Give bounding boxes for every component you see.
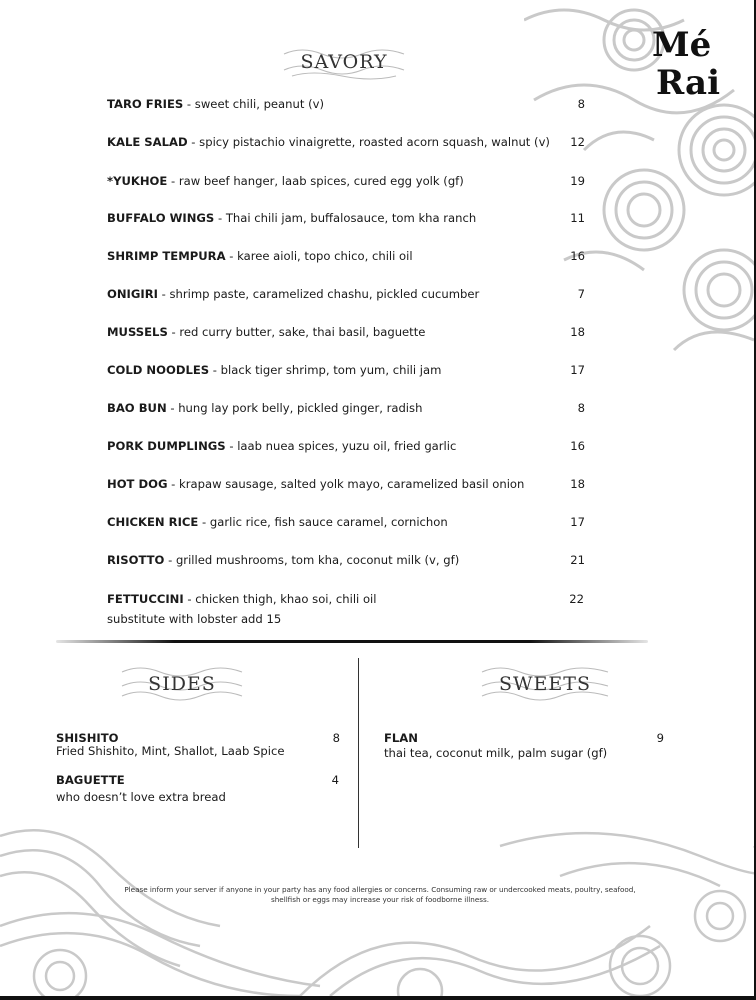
menu-item: KALE SALAD - spicy pistachio vinaigrette, roasted acorn squash, walnut (v) <box>107 135 550 149</box>
substitute-note: substitute with lobster add 15 <box>107 612 282 626</box>
menu-item-price: 17 <box>570 515 585 529</box>
brand-logo <box>646 22 746 102</box>
side-item-name: SHISHITO <box>56 731 119 745</box>
menu-item-price: 12 <box>570 135 585 149</box>
sweets-title: SWEETS <box>499 673 591 695</box>
allergy-disclaimer: Please inform your server if anyone in your party has any food allergies or concerns. Consuming raw or undercooked meats, poultry, seafood, shellfish or eggs may increase your risk of foodborne illness. <box>124 885 636 904</box>
menu-item-price: 18 <box>570 325 585 339</box>
menu-item: *YUKHOE - raw beef hanger, laab spices, cured egg yolk (gf) <box>107 174 464 188</box>
sweet-item-price: 9 <box>656 731 664 745</box>
sweet-item-name: FLAN <box>384 731 418 745</box>
menu-item: BAO BUN - hung lay pork belly, pickled ginger, radish <box>107 401 423 415</box>
menu-item-price: 16 <box>570 249 585 263</box>
menu-item: ONIGIRI - shrimp paste, caramelized chashu, pickled cucumber <box>107 287 480 301</box>
menu-item: RISOTTO - grilled mushrooms, tom kha, coconut milk (v, gf) <box>107 553 460 567</box>
menu-item: HOT DOG - krapaw sausage, salted yolk mayo, caramelized basil onion <box>107 477 525 491</box>
menu-item-price: 18 <box>570 477 585 491</box>
menu-item-price: 8 <box>577 97 585 111</box>
side-item-desc: who doesn’t love extra bread <box>56 790 226 804</box>
section-divider <box>56 640 648 643</box>
logo-text-rai: Rai <box>656 63 720 102</box>
menu-item: BUFFALO WINGS - Thai chili jam, buffalosauce, tom kha ranch <box>107 211 477 225</box>
menu-item-price: 22 <box>569 592 584 606</box>
menu-item-price: 17 <box>570 363 585 377</box>
menu-item-price: 7 <box>577 287 585 301</box>
column-divider <box>358 658 359 848</box>
menu-item-price: 21 <box>570 553 585 567</box>
menu-item-price: 8 <box>577 401 585 415</box>
menu-item-price: 16 <box>570 439 585 453</box>
menu-item: MUSSELS - red curry butter, sake, thai basil, baguette <box>107 325 426 339</box>
savory-title: SAVORY <box>300 51 388 73</box>
logo-text-me: Mé <box>652 25 712 65</box>
menu-item: PORK DUMPLINGS - laab nuea spices, yuzu oil, fried garlic <box>107 439 457 453</box>
menu-item: CHICKEN RICE - garlic rice, fish sauce caramel, cornichon <box>107 515 448 529</box>
menu-item: FETTUCCINI - chicken thigh, khao soi, chili oil <box>107 592 377 606</box>
sweet-item-desc: thai tea, coconut milk, palm sugar (gf) <box>384 746 608 760</box>
menu-item-price: 11 <box>570 211 585 225</box>
side-item-price: 4 <box>331 773 339 787</box>
menu-item: COLD NOODLES - black tiger shrimp, tom yum, chili jam <box>107 363 442 377</box>
side-item-name: BAGUETTE <box>56 773 125 787</box>
menu-item: TARO FRIES - sweet chili, peanut (v) <box>107 97 324 111</box>
side-item-desc: Fried Shishito, Mint, Shallot, Laab Spice <box>56 744 285 758</box>
menu-item: SHRIMP TEMPURA - karee aioli, topo chico, chili oil <box>107 249 413 263</box>
menu-item-price: 19 <box>570 174 585 188</box>
side-item-price: 8 <box>332 731 340 745</box>
sides-title: SIDES <box>148 673 216 695</box>
